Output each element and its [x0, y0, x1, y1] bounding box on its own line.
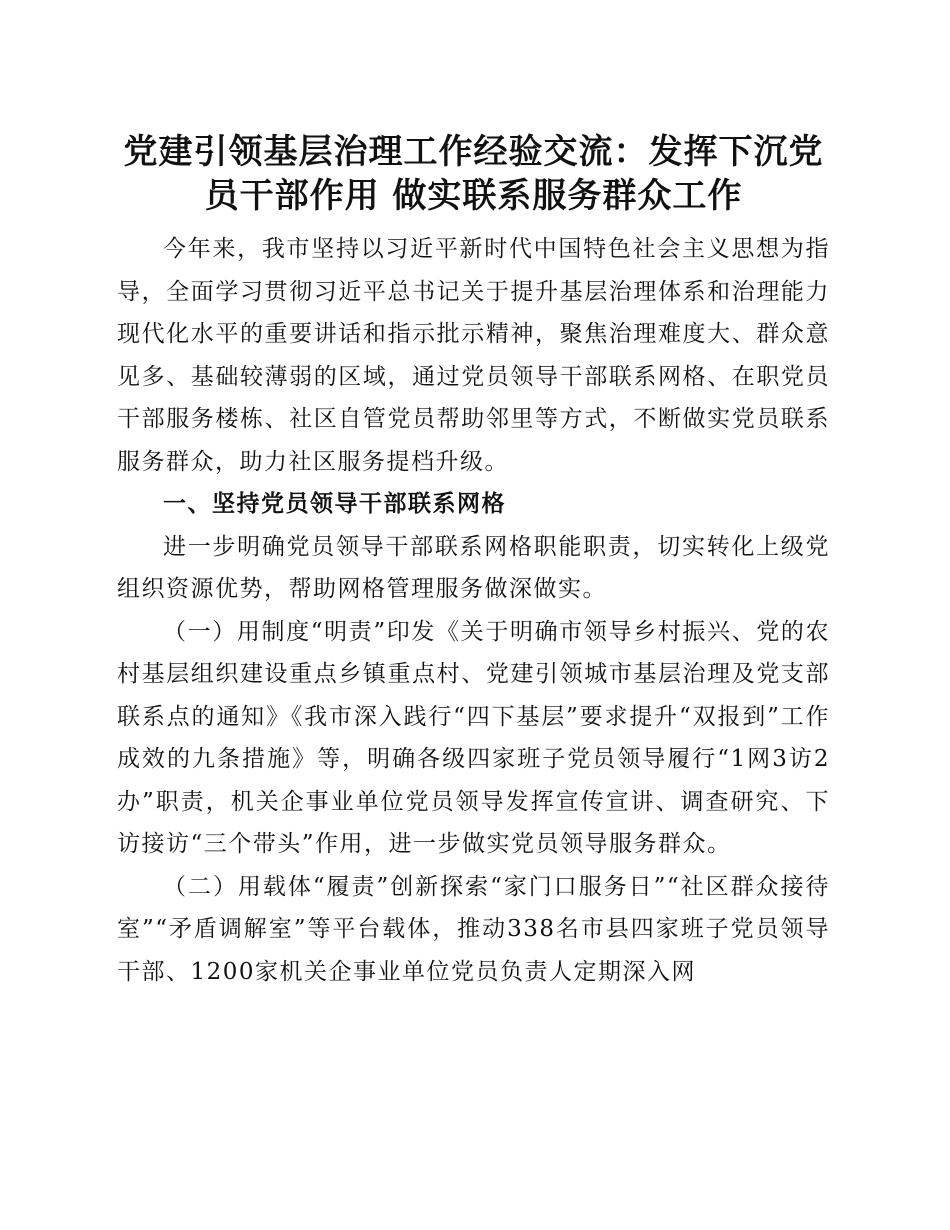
document-title [117, 130, 830, 218]
intro-paragraph: 今年来，我市坚持以习近平新时代中国特色社会主义思想为指导，全面学习贯彻习近平总书记关于提升基层治理体系和治理能力现代化水平的重要讲话和指示批示精神，聚焦治理难度大、群众意见多、基础较薄弱的区域，通过党员领导干部联系网格、在职党员干部服务楼栋、社区自管党员帮助邻里等方式，不断做实党员联系服务群众，助力社区服务提档升级。 [117, 236, 830, 475]
section1-intro-paragraph: 进一步明确党员领导干部联系网格职能职责，切实转化上级党组织资源优势，帮助网格管理服务做深做实。 [117, 533, 830, 602]
section-heading-1: 一、坚持党员领导干部联系网格 [163, 491, 506, 517]
title-line-1: 党建引领基层治理工作经验交流：发挥下沉党 [123, 132, 824, 172]
item-1-paragraph: （一）用制度“明责”印发《关于明确市领导乡村振兴、党的农村基层组织建设重点乡镇重点村、党建引领城市基层治理及党支部联系点的通知》《我市深入践行“四下基层”要求提升“双报到”工作成效的九条措施》等，明确各级四家班子党员领导履行“1网3访2办”职责，机关企事业单位党员领导发挥宣传宣讲、调查研究、下访接访“三个带头”作用，进一步做实党员领导服务群众。 [117, 618, 830, 857]
item-2-paragraph: （二）用载体“履责”创新探索“家门口服务日”“社区群众接待室”“矛盾调解室”等平台载体，推动338名市县四家班子党员领导干部、1200家机关企事业单位党员负责人定期深入网 [117, 873, 830, 985]
title-line-2: 员干部作用 做实联系服务群众工作 [204, 176, 743, 216]
